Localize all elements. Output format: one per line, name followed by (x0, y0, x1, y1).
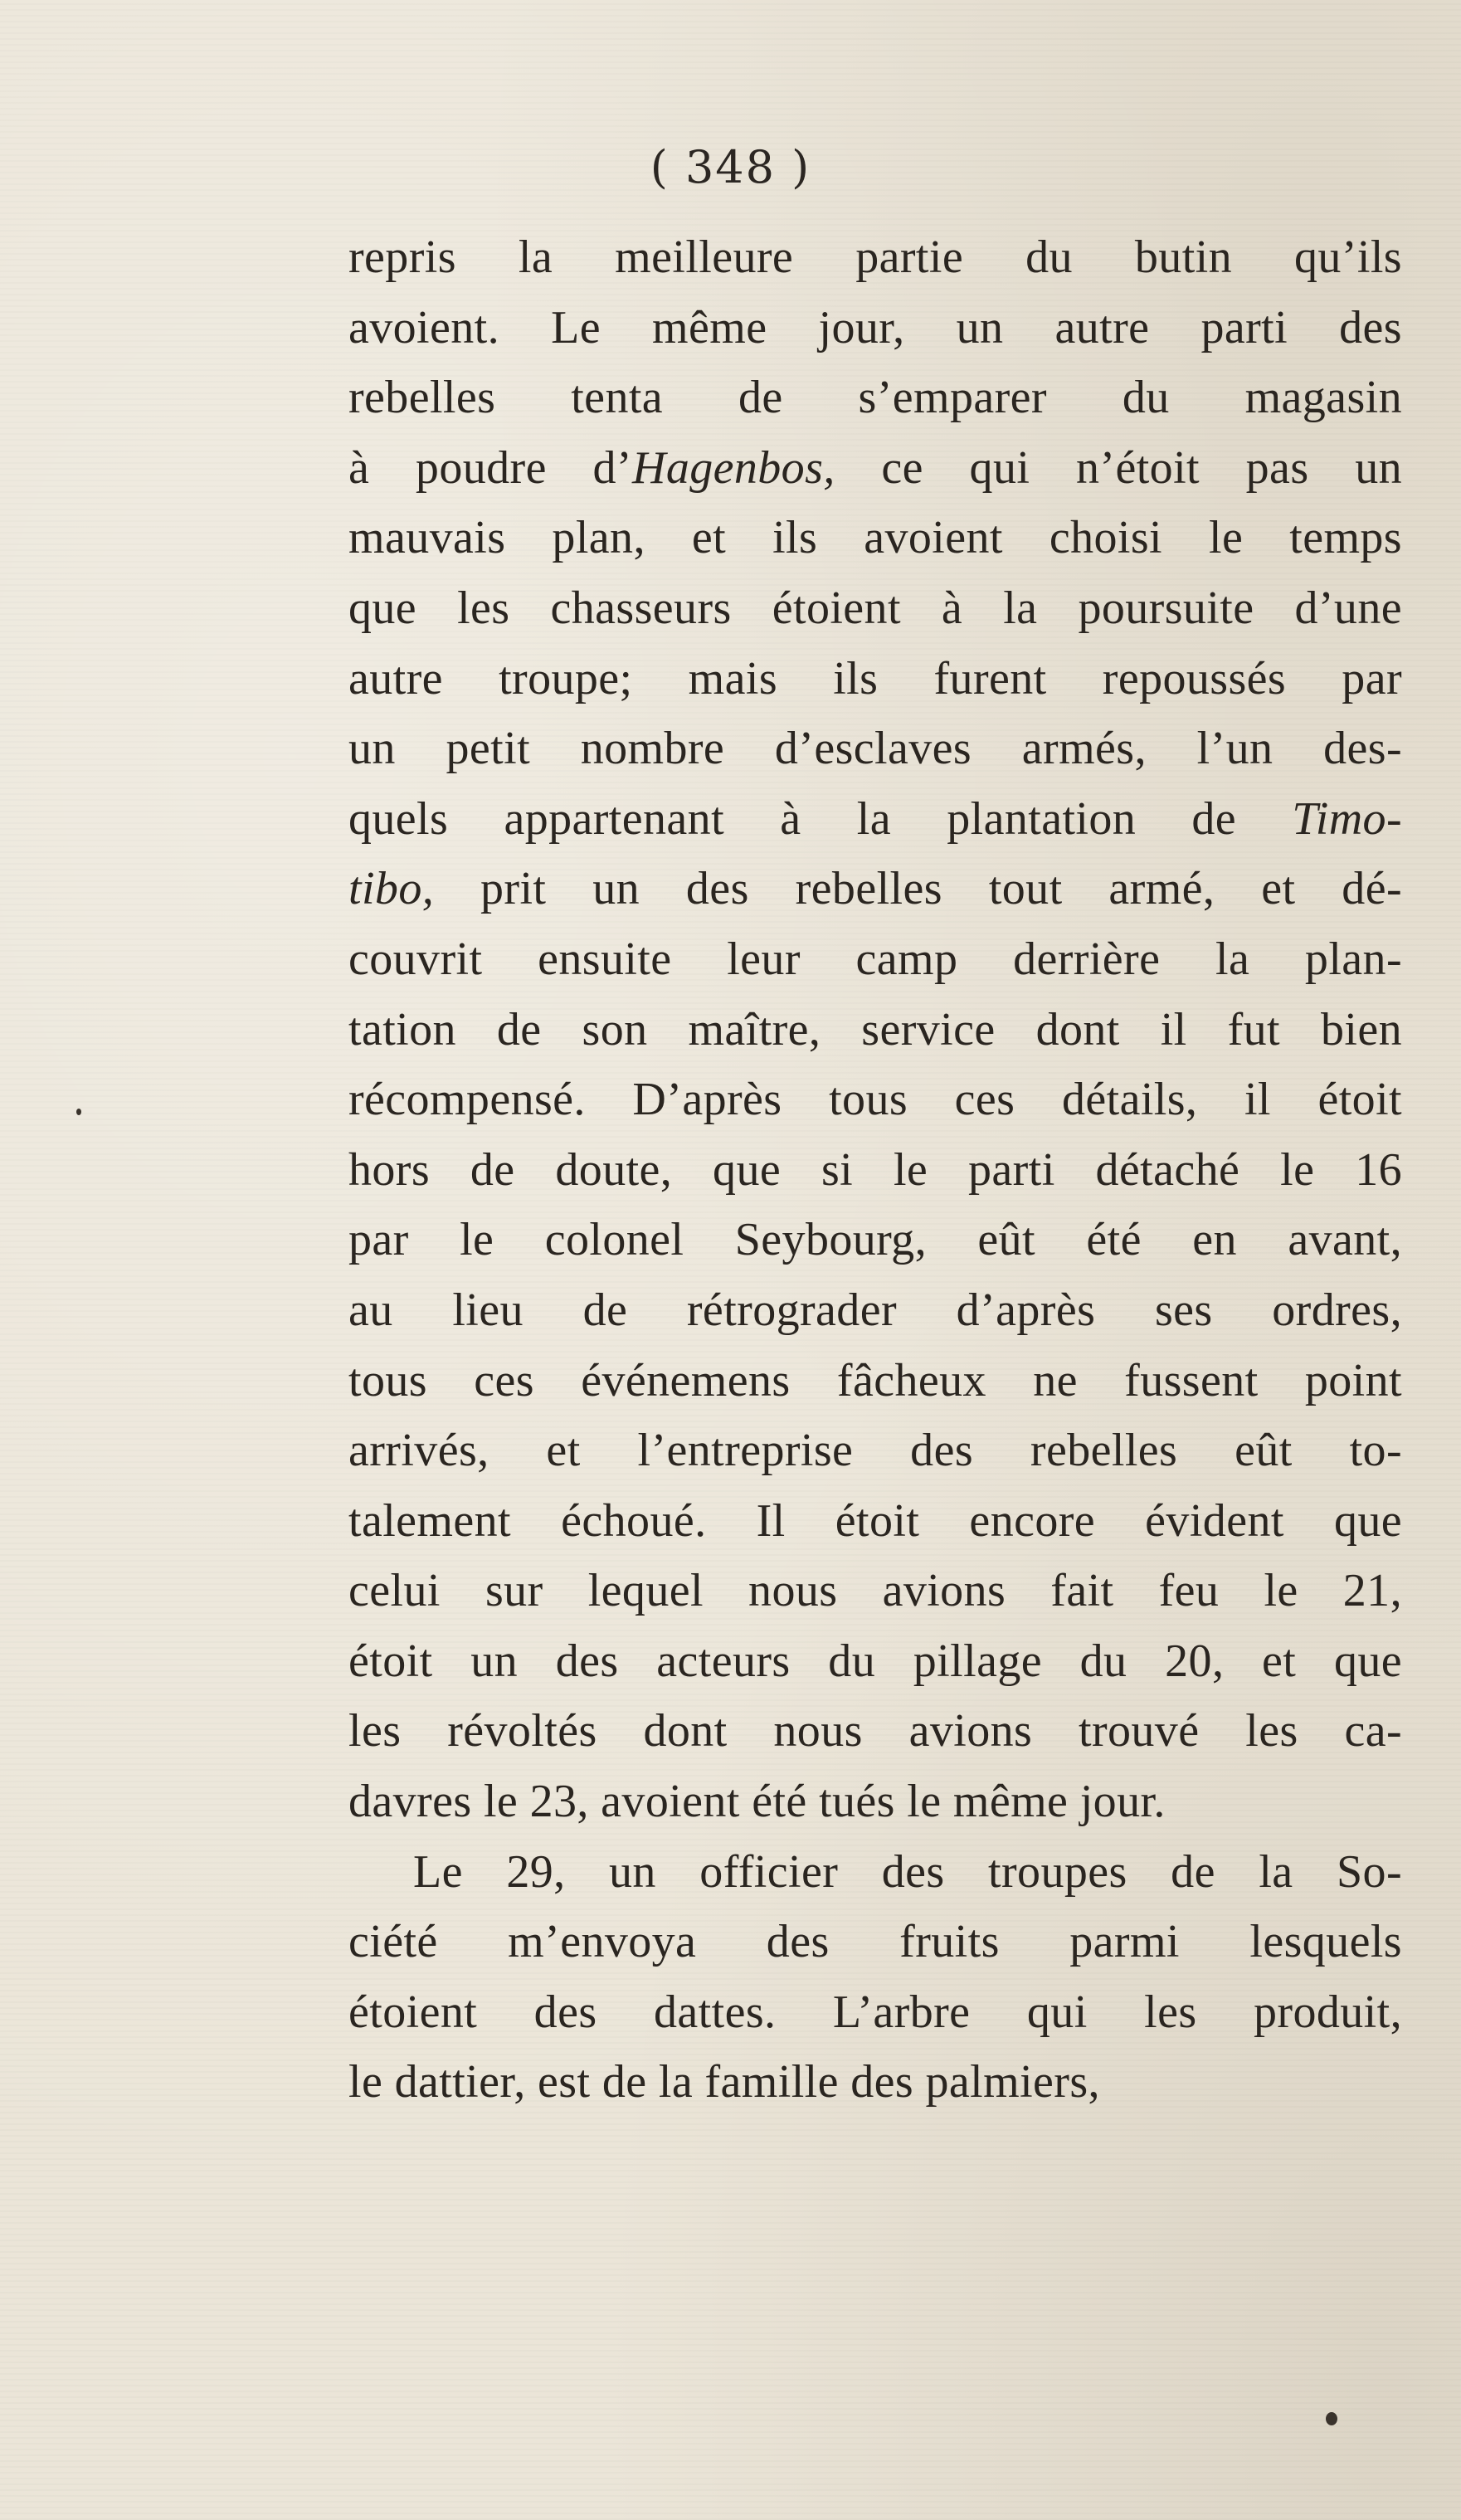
text-line: les révoltés dont nous avions trouvé les ca- (348, 1705, 1402, 1757)
text-line: ciété m’envoya des fruits parmi lesquels (348, 1916, 1402, 1968)
text-line: hors de doute, que si le parti détaché le 16 (348, 1143, 1402, 1196)
text-line: mauvais plan, et ils avoient choisi le temps (348, 512, 1402, 564)
text-line: avoient. Le même jour, un autre parti des (348, 301, 1402, 353)
text-line: étoient des dattes. L’arbre qui les produit, (348, 1986, 1402, 2038)
text-line: celui sur lequel nous avions fait feu le 21, (348, 1565, 1402, 1617)
paragraph (348, 1837, 1402, 2118)
text-line: au lieu de rétrograder d’après ses ordres, (348, 1284, 1402, 1336)
text-line: récompensé. D’après tous ces détails, il étoit (348, 1074, 1402, 1126)
text-line: talement échoué. Il étoit encore évident que (348, 1494, 1402, 1547)
italic-place-name: tibo, (348, 863, 435, 915)
text-line: tation de son maître, service dont il fut bien (348, 1003, 1402, 1055)
text-line: que les chasseurs étoient à la poursuite d’une (348, 582, 1402, 634)
italic-place-name: Hagenbos, (631, 441, 835, 494)
text-line: rebelles tenta de s’emparer du magasin (348, 372, 1402, 424)
paragraph (348, 222, 1402, 1837)
text-line: à poudre d’Hagenbos, ce qui n’étoit pas un (348, 441, 1402, 494)
text-line: un petit nombre d’esclaves armés, l’un des- (348, 723, 1402, 775)
text-line: tous ces événemens fâcheux ne fussent point (348, 1354, 1402, 1406)
text-line: davres le 23, avoient été tués le même jour. (348, 1776, 1166, 1828)
page-number: ( 348 ) (650, 141, 811, 193)
text-line: arrivés, et l’entreprise des rebelles eût to- (348, 1425, 1402, 1477)
text-line: quels appartenant à la plantation de Timo- (348, 792, 1402, 845)
text-line: repris la meilleure partie du butin qu’ils (348, 232, 1402, 283)
text-line: Le 29, un officier des troupes de la So- (413, 1845, 1402, 1898)
body-text (348, 222, 1402, 2118)
text-line: autre troupe; mais ils furent repoussés par (348, 652, 1402, 704)
text-line: étoit un des acteurs du pillage du 20, et que (348, 1635, 1402, 1687)
text-line: par le colonel Seybourg, eût été en avant, (348, 1214, 1402, 1266)
ink-speck (1326, 2412, 1337, 2425)
ink-speck (76, 1109, 81, 1115)
text-line: le dattier, est de la famille des palmiers, (348, 2056, 1100, 2108)
text-line: tibo, prit un des rebelles tout armé, et dé- (348, 863, 1402, 915)
text-line: couvrit ensuite leur camp derrière la plan- (348, 933, 1402, 985)
italic-place-name: Timo- (1292, 792, 1402, 845)
